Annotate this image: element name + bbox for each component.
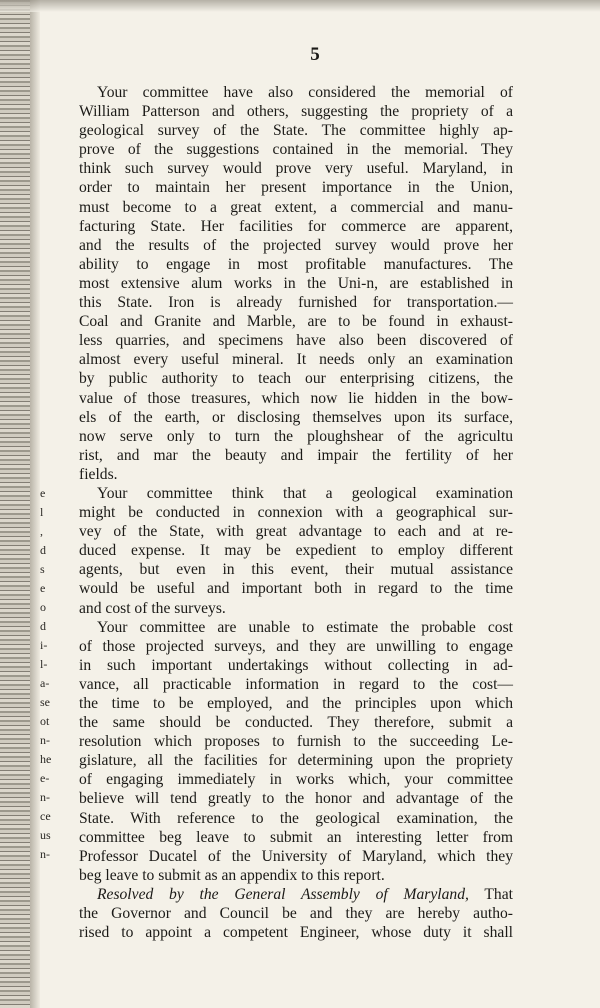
text-line: this State. Iron is already furnished for transportation.— (79, 294, 513, 312)
paragraph (79, 484, 513, 618)
page-number: 5 (310, 44, 320, 65)
gutter-shadow (30, 0, 40, 1008)
book-binding-edge (0, 0, 30, 1008)
text-line: value of those treasures, which now lie hidden in the bow- (79, 389, 513, 407)
text-line: less quarries, and specimens have also been discovered of (79, 332, 513, 350)
text-line: gislature, all the facilities for determining upon the propriety (79, 752, 513, 770)
text-line: vey of the State, with great advantage to each and at re- (79, 523, 513, 541)
text-line: by public authority to teach our enterprising citizens, the (79, 370, 513, 388)
top-page-edge (0, 0, 600, 12)
text-line: Coal and Granite and Marble, are to be found in exhaust- (79, 313, 513, 331)
text-line: agents, but even in this event, their mutual assistance (79, 561, 513, 579)
margin-fragment: us (40, 828, 51, 842)
text-line: of engaging immediately in works which, your committee (79, 771, 513, 789)
margin-fragment: l (40, 505, 44, 519)
text-line: almost every useful mineral. It needs only an examination (79, 351, 513, 369)
text-line: and the results of the projected survey would prove her (79, 236, 513, 254)
text-line: the time to be employed, and the principles upon which (79, 695, 513, 712)
text-line: William Patterson and others, suggesting the propriety of a (79, 103, 513, 121)
text-line: order to maintain her present importance in the Union, (79, 179, 513, 197)
margin-fragment: n- (40, 847, 50, 861)
margin-fragment: d (40, 543, 46, 557)
margin-fragment: , (40, 524, 43, 538)
text-line: in such important undertakings without collecting in ad- (79, 656, 513, 674)
text-line: els of the earth, or disclosing themselves upon its surface, (79, 408, 513, 426)
resolution-paragraph (79, 885, 513, 942)
paragraph (79, 618, 513, 885)
margin-fragment: l- (40, 657, 48, 671)
margin-fragment: i- (40, 638, 48, 652)
text-line: facturing State. Her facilities for commerce are apparent, (79, 217, 513, 235)
text-line: duced expense. It may be expedient to employ different (79, 542, 513, 560)
text-line: fields. (79, 465, 118, 483)
margin-fragment: s (40, 562, 45, 576)
text-line: resolution which proposes to furnish to the succeeding Le- (79, 733, 513, 751)
text-line: rist, and mar the beauty and impair the fertility of her (79, 446, 513, 464)
text-line: beg leave to submit as an appendix to this report. (79, 866, 385, 884)
text-line: committee beg leave to submit an interesting letter from (79, 828, 513, 846)
margin-fragment: e (40, 486, 46, 500)
text-line: must become to a great extent, a commercial and manu- (79, 198, 513, 216)
text-line: ability to engage in most profitable manufactures. The (79, 255, 513, 273)
text-line: Your committee think that a geological examination (97, 484, 513, 502)
text-line: might be conducted in connexion with a geographical sur- (79, 504, 513, 522)
text-line: State. With reference to the geological examination, the (79, 809, 513, 827)
margin-fragment: a- (40, 676, 50, 690)
text-line: and cost of the surveys. (79, 599, 226, 617)
margin-fragment: n- (40, 733, 50, 747)
text-line: the Governor and Council be and they are hereby autho- (79, 905, 513, 923)
text-line: Your committee are unable to estimate the probable cost (97, 618, 513, 636)
margin-fragment: ce (40, 809, 51, 823)
text-line (79, 885, 513, 904)
resolution-label: Resolved by the General Assembly of Maryland, (97, 885, 469, 903)
facing-page-margin-text (40, 484, 70, 864)
margin-fragment: e (40, 581, 46, 595)
text-line: of those projected surveys, and they are unwilling to engage (79, 637, 513, 655)
margin-fragment: se (40, 695, 50, 709)
text-line: Your committee have also considered the memorial of (97, 84, 513, 101)
margin-fragment: e- (40, 771, 50, 785)
margin-fragment: o (40, 600, 46, 614)
text-line: most extensive alum works in the Uni-n, are established in (79, 274, 513, 292)
text-line: Professor Ducatel of the University of Maryland, which they (79, 847, 513, 865)
margin-fragment: n- (40, 790, 50, 804)
text-line: rised to appoint a competent Engineer, whose duty it shall (79, 924, 513, 942)
resolution-first-line-rest: That (468, 885, 513, 903)
text-line: now serve only to turn the ploughshear of the agricultu (79, 427, 513, 445)
text-line: the same should be conducted. They therefore, submit a (79, 714, 513, 732)
margin-fragment: ot (40, 714, 50, 728)
text-line: geological survey of the State. The committee highly ap- (79, 122, 513, 140)
body-text (79, 83, 513, 942)
margin-fragment: d (40, 619, 46, 633)
text-line: vance, all practicable information in regard to the cost— (79, 675, 513, 693)
margin-fragment: he (40, 752, 52, 766)
paragraph (79, 83, 513, 484)
text-line: prove of the suggestions contained in the memorial. They (79, 141, 513, 159)
text-line: would be useful and important both in regard to the time (79, 580, 513, 598)
text-line: believe will tend greatly to the honor and advantage of the (79, 790, 513, 808)
text-line: think such survey would prove very useful. Maryland, in (79, 160, 513, 178)
